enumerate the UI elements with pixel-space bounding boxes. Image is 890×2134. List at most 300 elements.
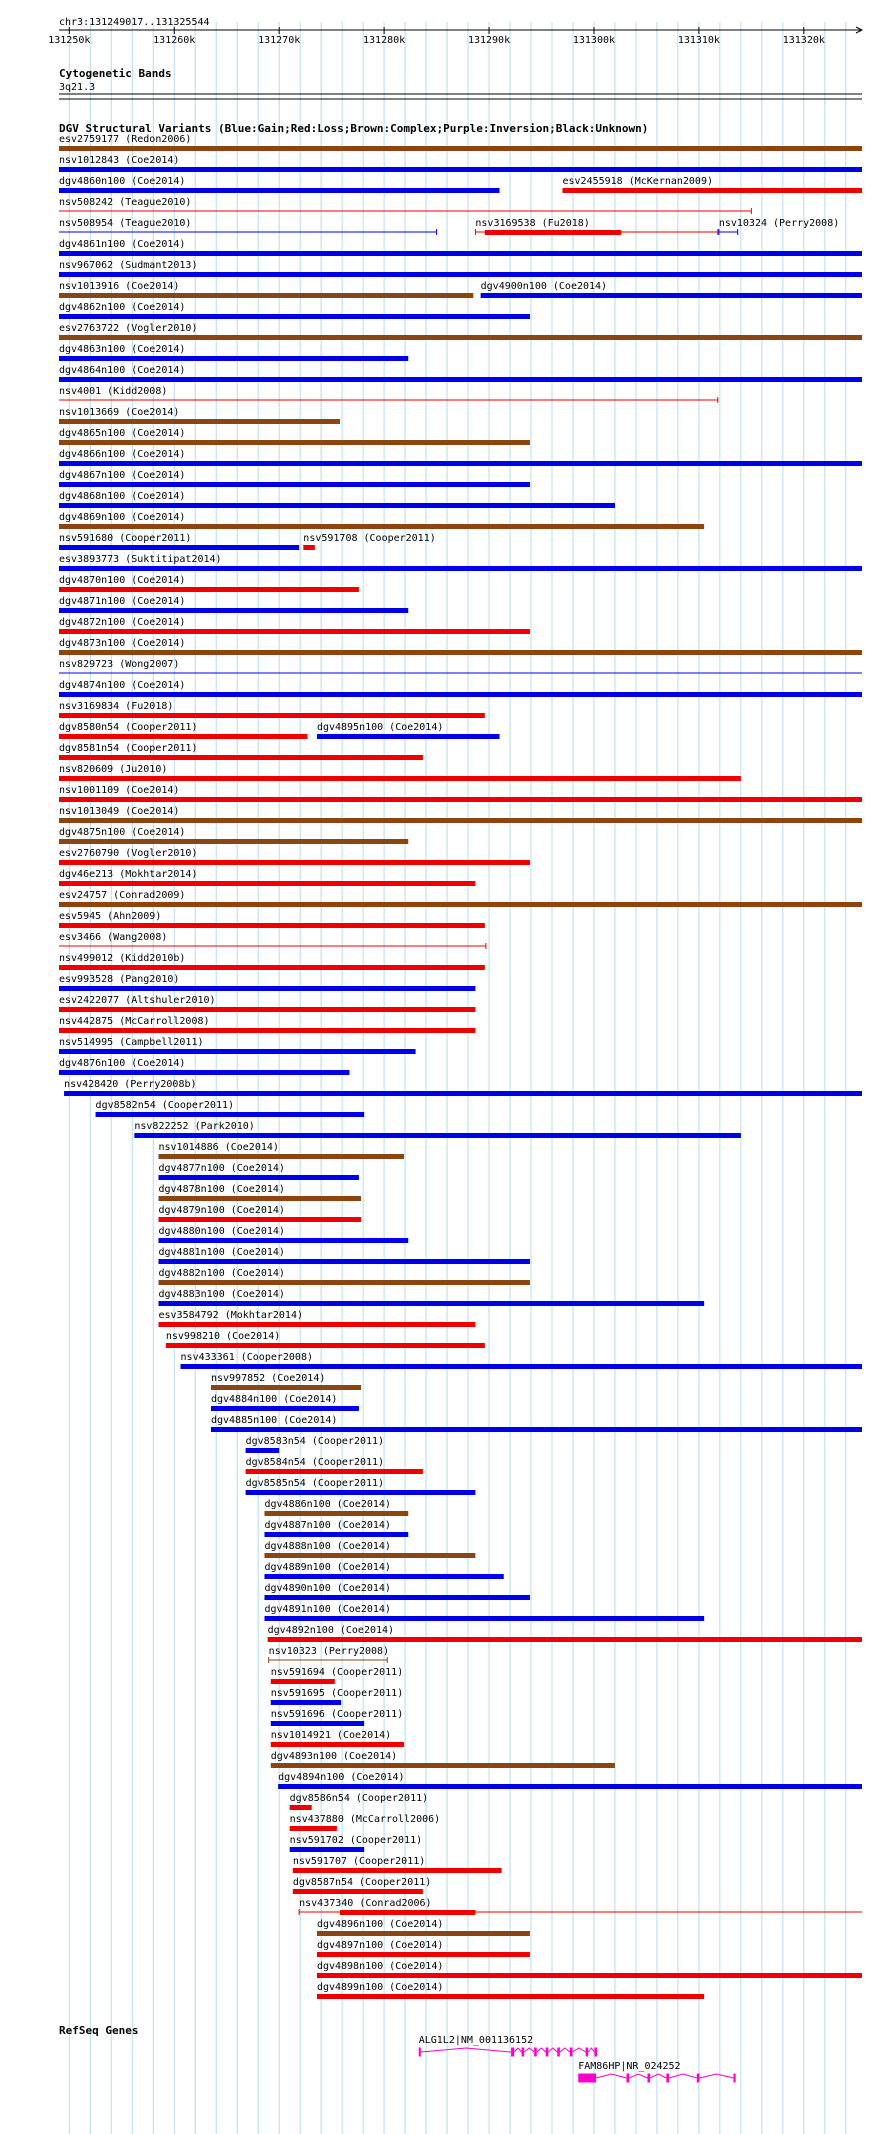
sv-label: dgv4900n100 (Coe2014): [480, 281, 608, 292]
dgv-track-title: DGV Structural Variants (Blue:Gain;Red:Loss;Brown:Complex;Purple:Inversion;Black:Unknown): [59, 122, 649, 135]
sv-bar: [59, 251, 862, 256]
sv-label: dgv4865n100 (Coe2014): [59, 428, 186, 439]
sv-label: dgv8583n54 (Cooper2011): [245, 1436, 385, 1447]
sv-bar: [278, 1784, 862, 1789]
sv-label: dgv4892n100 (Coe2014): [267, 1625, 395, 1636]
sv-bar: [159, 1175, 359, 1180]
sv-label: nsv967062 (Sudmant2013): [59, 260, 198, 271]
sv-bar: [159, 1322, 476, 1327]
sv-label: dgv4860n100 (Coe2014): [59, 176, 186, 187]
sv-feature[interactable]: [59, 554, 862, 571]
sv-feature[interactable]: [264, 1541, 475, 1558]
sv-label: nsv1014886 (Coe2014): [158, 1142, 279, 1153]
sv-label: esv24757 (Conrad2009): [59, 890, 186, 901]
sv-bar: [481, 293, 862, 298]
sv-feature[interactable]: [268, 1625, 862, 1642]
sv-feature[interactable]: [211, 1373, 361, 1390]
gene-intron: [669, 2074, 697, 2078]
sv-bar: [59, 797, 862, 802]
sv-feature[interactable]: [59, 449, 862, 466]
sv-feature[interactable]: [290, 1835, 422, 1852]
sv-feature[interactable]: [59, 890, 862, 907]
sv-bar: [59, 188, 500, 193]
sv-bar: [271, 1763, 615, 1768]
dgv-features: [59, 134, 862, 1999]
sv-core-bar: [340, 1910, 475, 1915]
sv-bar: [159, 1259, 530, 1264]
sv-bar: [59, 650, 862, 655]
sv-label: dgv8582n54 (Cooper2011): [95, 1100, 235, 1111]
sv-bar: [59, 461, 862, 466]
sv-bar: [59, 860, 530, 865]
sv-feature[interactable]: [59, 680, 862, 697]
sv-feature[interactable]: [299, 1898, 862, 1915]
sv-bar: [59, 755, 423, 760]
sv-bar: [271, 1721, 364, 1726]
sv-label: esv3893773 (Suktitipat2014): [59, 554, 222, 565]
sv-bar: [59, 587, 359, 592]
sv-label: nsv591695 (Cooper2011): [270, 1688, 404, 1699]
sv-label: esv5945 (Ahn2009): [59, 911, 162, 922]
sv-bar: [59, 377, 862, 382]
sv-feature[interactable]: [59, 932, 486, 949]
sv-feature[interactable]: [481, 281, 862, 298]
sv-bar: [59, 503, 615, 508]
sv-feature[interactable]: [159, 1205, 362, 1222]
sv-label: dgv4872n100 (Coe2014): [59, 617, 186, 628]
sv-feature[interactable]: [59, 323, 862, 340]
ruler-tick-label: 131320k: [782, 35, 825, 46]
sv-feature[interactable]: [317, 1961, 862, 1978]
gene-intron: [514, 2048, 521, 2052]
sv-label: dgv8584n54 (Cooper2011): [245, 1457, 385, 1468]
sv-label: dgv8587n54 (Cooper2011): [292, 1877, 432, 1888]
region-label: chr3:131249017..131325544: [59, 17, 210, 28]
sv-feature[interactable]: [59, 428, 530, 445]
sv-bar: [246, 1490, 476, 1495]
sv-feature[interactable]: [159, 1289, 705, 1306]
gene-exon: [586, 2048, 589, 2057]
sv-bar: [264, 1616, 704, 1621]
sv-feature[interactable]: [271, 1688, 403, 1705]
sv-bar: [59, 818, 862, 823]
sv-feature[interactable]: [59, 764, 741, 781]
sv-label: nsv591707 (Cooper2011): [292, 1856, 426, 1867]
sv-label: nsv1012843 (Coe2014): [59, 155, 180, 166]
gene-exon: [626, 2074, 629, 2083]
sv-feature[interactable]: [64, 1079, 862, 1096]
sv-bar: [264, 1532, 408, 1537]
sv-bar: [59, 146, 862, 151]
sv-label: dgv4868n100 (Coe2014): [59, 491, 186, 502]
sv-label: nsv1013916 (Coe2014): [59, 281, 180, 292]
sv-label: esv3466 (Wang2008): [59, 932, 168, 943]
sv-feature[interactable]: [59, 617, 530, 634]
sv-label: nsv591696 (Cooper2011): [270, 1709, 404, 1720]
sv-label: dgv4886n100 (Coe2014): [264, 1499, 391, 1510]
sv-bar: [246, 1469, 423, 1474]
sv-bar: [271, 1742, 404, 1747]
gene-intron: [524, 2048, 534, 2052]
sv-bar: [59, 335, 862, 340]
sv-bar: [64, 1091, 862, 1096]
sv-label: nsv591694 (Cooper2011): [270, 1667, 404, 1678]
gene-exon: [546, 2048, 549, 2057]
sv-bar: [59, 272, 862, 277]
sv-label: esv2760790 (Vogler2010): [59, 848, 198, 859]
sv-bar: [59, 167, 862, 172]
sv-bar: [159, 1154, 405, 1159]
sv-bar: [317, 1973, 862, 1978]
sv-feature[interactable]: [59, 218, 437, 235]
sv-label: nsv1013049 (Coe2014): [59, 806, 180, 817]
sv-feature[interactable]: [246, 1457, 423, 1474]
sv-label: nsv1001109 (Coe2014): [59, 785, 180, 796]
sv-label: dgv4888n100 (Coe2014): [264, 1541, 391, 1552]
sv-feature[interactable]: [59, 953, 485, 970]
sv-label: nsv1013669 (Coe2014): [59, 407, 180, 418]
sv-label: nsv442875 (McCarroll2008): [59, 1016, 210, 1027]
sv-bar: [59, 965, 485, 970]
sv-feature[interactable]: [246, 1478, 476, 1495]
sv-bar: [59, 524, 704, 529]
sv-feature[interactable]: [59, 281, 473, 298]
sv-feature[interactable]: [271, 1730, 404, 1747]
sv-feature[interactable]: [271, 1667, 403, 1684]
sv-bar: [59, 986, 475, 991]
sv-feature[interactable]: [271, 1751, 615, 1768]
sv-feature[interactable]: [293, 1877, 431, 1894]
sv-label: nsv10323 (Perry2008): [268, 1646, 390, 1657]
ruler-tick-label: 131260k: [153, 35, 196, 46]
sv-feature[interactable]: [59, 869, 475, 886]
sv-bar: [59, 419, 340, 424]
refseq-track-title: RefSeq Genes: [59, 2024, 139, 2037]
ruler-tick-label: 131310k: [677, 35, 720, 46]
sv-bar: [293, 1889, 423, 1894]
sv-label: esv993528 (Pang2010): [59, 974, 180, 985]
sv-label: dgv4866n100 (Coe2014): [59, 449, 186, 460]
sv-label: dgv4876n100 (Coe2014): [59, 1058, 186, 1069]
sv-feature[interactable]: [59, 995, 475, 1012]
sv-feature[interactable]: [211, 1415, 862, 1432]
sv-label: nsv998210 (Coe2014): [165, 1331, 281, 1342]
sv-label: nsv829723 (Wong2007): [59, 659, 180, 670]
sv-bar: [59, 545, 299, 550]
sv-feature[interactable]: [59, 974, 475, 991]
cytoband-track: [59, 67, 862, 99]
sv-feature[interactable]: [159, 1142, 405, 1159]
sv-label: dgv8581n54 (Cooper2011): [59, 743, 198, 754]
sv-bar: [290, 1805, 312, 1810]
sv-feature[interactable]: [317, 722, 500, 739]
sv-label: nsv3169538 (Fu2018): [475, 218, 590, 229]
sv-feature[interactable]: [719, 218, 839, 235]
sv-bar: [159, 1217, 362, 1222]
sv-label: esv3584792 (Mokhtar2014): [158, 1310, 304, 1321]
sv-bar: [59, 356, 408, 361]
sv-label: nsv1014921 (Coe2014): [270, 1730, 392, 1741]
gene-exon: [647, 2074, 650, 2083]
sv-label: dgv4874n100 (Coe2014): [59, 680, 186, 691]
sv-bar: [293, 1868, 502, 1873]
sv-label: dgv4864n100 (Coe2014): [59, 365, 186, 376]
sv-feature[interactable]: [159, 1163, 359, 1180]
gene-exon: [419, 2048, 421, 2057]
sv-feature[interactable]: [293, 1856, 502, 1873]
gene-intron: [572, 2048, 585, 2052]
sv-label: dgv4891n100 (Coe2014): [264, 1604, 391, 1615]
sv-feature[interactable]: [59, 407, 340, 424]
gene-intron: [629, 2074, 647, 2078]
sv-feature[interactable]: [271, 1709, 403, 1726]
sv-feature[interactable]: [181, 1352, 862, 1369]
ruler-track: [48, 17, 862, 46]
sv-label: nsv591680 (Cooper2011): [59, 533, 192, 544]
sv-bar: [264, 1553, 475, 1558]
sv-label: dgv4861n100 (Coe2014): [59, 239, 186, 250]
sv-feature[interactable]: [59, 533, 299, 550]
sv-label: dgv4883n100 (Coe2014): [158, 1289, 285, 1300]
sv-bar: [59, 314, 530, 319]
sv-feature[interactable]: [278, 1772, 862, 1789]
sv-feature[interactable]: [59, 512, 704, 529]
sv-feature[interactable]: [159, 1247, 530, 1264]
sv-label: nsv508242 (Teague2010): [59, 197, 192, 208]
sv-label: dgv4897n100 (Coe2014): [316, 1940, 444, 1951]
sv-bar: [264, 1595, 529, 1600]
sv-label: dgv4881n100 (Coe2014): [158, 1247, 285, 1258]
sv-feature[interactable]: [59, 827, 408, 844]
sv-bar: [166, 1343, 485, 1348]
sv-bar: [59, 734, 308, 739]
sv-bar: [181, 1364, 862, 1369]
sv-bar: [317, 1994, 704, 1999]
sv-bar: [59, 1070, 349, 1075]
sv-bar: [562, 188, 862, 193]
sv-feature[interactable]: [159, 1226, 409, 1243]
sv-label: dgv4870n100 (Coe2014): [59, 575, 186, 586]
sv-feature[interactable]: [59, 386, 718, 403]
sv-bar: [59, 293, 473, 298]
sv-label: dgv46e213 (Mokhtar2014): [59, 869, 198, 880]
sv-bar: [268, 1637, 862, 1642]
gene-exon: [557, 2048, 560, 2057]
ruler-tick-label: 131290k: [467, 35, 511, 46]
sv-label: nsv997852 (Coe2014): [210, 1373, 326, 1384]
sv-bar: [59, 881, 475, 886]
sv-label: nsv4001 (Kidd2008): [59, 386, 168, 397]
ruler-tick-label: 131270k: [258, 35, 301, 46]
sv-feature[interactable]: [290, 1793, 428, 1810]
sv-feature[interactable]: [269, 1646, 389, 1663]
sv-feature[interactable]: [59, 1016, 475, 1033]
sv-bar: [159, 1196, 362, 1201]
sv-bar: [159, 1280, 530, 1285]
sv-feature[interactable]: [264, 1499, 408, 1516]
sv-feature[interactable]: [59, 911, 485, 928]
sv-bar: [96, 1112, 365, 1117]
sv-label: nsv591708 (Cooper2011): [303, 533, 436, 544]
refseq-track: [59, 2024, 736, 2083]
sv-bar: [59, 629, 530, 634]
ruler-tick-label: 131250k: [48, 35, 91, 46]
sv-bar: [211, 1385, 361, 1390]
sv-label: dgv4877n100 (Coe2014): [158, 1163, 285, 1174]
sv-bar: [59, 923, 485, 928]
refseq-genes: [419, 2035, 736, 2083]
sv-label: nsv508954 (Teague2010): [59, 218, 192, 229]
sv-core-bar: [485, 230, 621, 235]
sv-label: dgv4885n100 (Coe2014): [210, 1415, 338, 1426]
sv-feature[interactable]: [264, 1583, 529, 1600]
sv-label: dgv4884n100 (Coe2014): [210, 1394, 338, 1405]
sv-feature[interactable]: [59, 491, 615, 508]
sv-feature[interactable]: [303, 533, 435, 550]
sv-bar: [290, 1847, 365, 1852]
sv-feature[interactable]: [317, 1982, 704, 1999]
sv-bar: [303, 545, 315, 550]
gene-intron: [548, 2048, 557, 2052]
sv-feature[interactable]: [211, 1394, 359, 1411]
sv-feature[interactable]: [317, 1940, 530, 1957]
cytoband-label: 3q21.3: [59, 82, 96, 93]
gene-exon: [594, 2048, 597, 2057]
sv-feature[interactable]: [134, 1121, 740, 1138]
sv-feature[interactable]: [59, 785, 862, 802]
sv-label: dgv4893n100 (Coe2014): [270, 1751, 398, 1762]
sv-bar: [264, 1511, 408, 1516]
sv-feature[interactable]: [59, 155, 862, 172]
gene-exon: [734, 2074, 736, 2083]
gene-exon: [578, 2074, 596, 2083]
sv-label: esv2455918 (McKernan2009): [562, 176, 714, 187]
sv-bar: [271, 1679, 335, 1684]
sv-label: dgv4862n100 (Coe2014): [59, 302, 186, 313]
sv-bar: [159, 1238, 409, 1243]
gene-intron: [537, 2048, 546, 2052]
sv-label: dgv8585n54 (Cooper2011): [245, 1478, 385, 1489]
sv-bar: [317, 1931, 530, 1936]
sv-label: dgv4867n100 (Coe2014): [59, 470, 186, 481]
cytoband-track-title: Cytogenetic Bands: [59, 67, 172, 80]
sv-feature[interactable]: [59, 239, 862, 256]
gene-intron: [421, 2048, 511, 2052]
sv-feature[interactable]: [159, 1310, 476, 1327]
ruler-tick-label: 131280k: [363, 35, 406, 46]
sv-feature[interactable]: [59, 302, 530, 319]
sv-bar: [59, 608, 408, 613]
sv-feature[interactable]: [59, 1058, 349, 1075]
sv-feature[interactable]: [475, 218, 717, 235]
gene-intron: [596, 2074, 626, 2078]
sv-feature[interactable]: [59, 659, 862, 673]
sv-label: dgv4890n100 (Coe2014): [264, 1583, 391, 1594]
sv-label: nsv822252 (Park2010): [134, 1121, 255, 1132]
sv-feature[interactable]: [59, 701, 485, 718]
sv-label: esv2759177 (Redon2006): [59, 134, 192, 145]
sv-bar: [59, 776, 741, 781]
sv-bar: [59, 440, 530, 445]
sv-feature[interactable]: [59, 365, 862, 382]
sv-label: nsv499012 (Kidd2010b): [59, 953, 186, 964]
sv-bar: [59, 902, 862, 907]
sv-bar: [59, 1007, 475, 1012]
gene-label: ALG1L2|NM_001136152: [418, 2035, 534, 2046]
sv-label: dgv4882n100 (Coe2014): [158, 1268, 285, 1279]
sv-label: nsv591702 (Cooper2011): [289, 1835, 423, 1846]
sv-feature[interactable]: [59, 470, 530, 487]
sv-feature[interactable]: [59, 638, 862, 655]
sv-label: dgv4898n100 (Coe2014): [316, 1961, 444, 1972]
sv-label: dgv4887n100 (Coe2014): [264, 1520, 391, 1531]
sv-label: dgv4889n100 (Coe2014): [264, 1562, 391, 1573]
sv-label: dgv4879n100 (Coe2014): [158, 1205, 285, 1216]
sv-feature[interactable]: [317, 1919, 530, 1936]
sv-feature[interactable]: [96, 1100, 365, 1117]
gene-label: FAM86HP|NR_024252: [578, 2061, 681, 2072]
sv-feature[interactable]: [59, 743, 423, 760]
sv-feature[interactable]: [159, 1268, 530, 1285]
sv-feature[interactable]: [264, 1604, 704, 1621]
sv-bar: [264, 1574, 503, 1579]
sv-label: nsv437880 (McCarroll2006): [289, 1814, 441, 1825]
sv-feature[interactable]: [59, 575, 359, 592]
sv-feature[interactable]: [59, 848, 530, 865]
sv-feature[interactable]: [59, 596, 408, 613]
gene-exon: [511, 2048, 514, 2057]
sv-feature[interactable]: [59, 806, 862, 823]
gene-exon: [697, 2074, 700, 2083]
sv-feature[interactable]: [264, 1520, 408, 1537]
sv-feature[interactable]: [290, 1814, 441, 1831]
sv-label: dgv4896n100 (Coe2014): [316, 1919, 444, 1930]
sv-feature[interactable]: [59, 722, 308, 739]
sv-feature[interactable]: [59, 134, 862, 151]
sv-feature[interactable]: [59, 260, 862, 277]
sv-bar: [317, 1952, 530, 1957]
sv-label: nsv433361 (Cooper2008): [180, 1352, 313, 1363]
sv-feature[interactable]: [166, 1331, 485, 1348]
sv-label: nsv437340 (Conrad2006): [299, 1898, 432, 1909]
sv-bar: [59, 1049, 416, 1054]
sv-bar: [159, 1301, 705, 1306]
sv-bar: [134, 1133, 740, 1138]
sv-bar: [317, 734, 500, 739]
sv-label: dgv4863n100 (Coe2014): [59, 344, 186, 355]
sv-bar: [246, 1448, 280, 1453]
gene-exon: [570, 2048, 573, 2057]
sv-label: dgv4869n100 (Coe2014): [59, 512, 186, 523]
gene-model[interactable]: [419, 2035, 597, 2057]
sv-feature[interactable]: [59, 344, 408, 361]
gene-exon: [534, 2048, 537, 2057]
sv-bar: [59, 713, 485, 718]
sv-label: nsv10324 (Perry2008): [718, 218, 840, 229]
sv-label: dgv4878n100 (Coe2014): [158, 1184, 285, 1195]
ruler-tick-label: 131300k: [572, 35, 616, 46]
sv-bar: [271, 1700, 341, 1705]
gene-exon: [666, 2074, 669, 2083]
sv-label: dgv8580n54 (Cooper2011): [59, 722, 198, 733]
sv-feature[interactable]: [562, 176, 862, 193]
gene-intron: [560, 2048, 570, 2052]
sv-label: dgv4880n100 (Coe2014): [158, 1226, 285, 1237]
sv-label: dgv4895n100 (Coe2014): [316, 722, 444, 733]
gene-exon: [522, 2048, 525, 2057]
sv-feature[interactable]: [159, 1184, 362, 1201]
sv-label: dgv4871n100 (Coe2014): [59, 596, 186, 607]
